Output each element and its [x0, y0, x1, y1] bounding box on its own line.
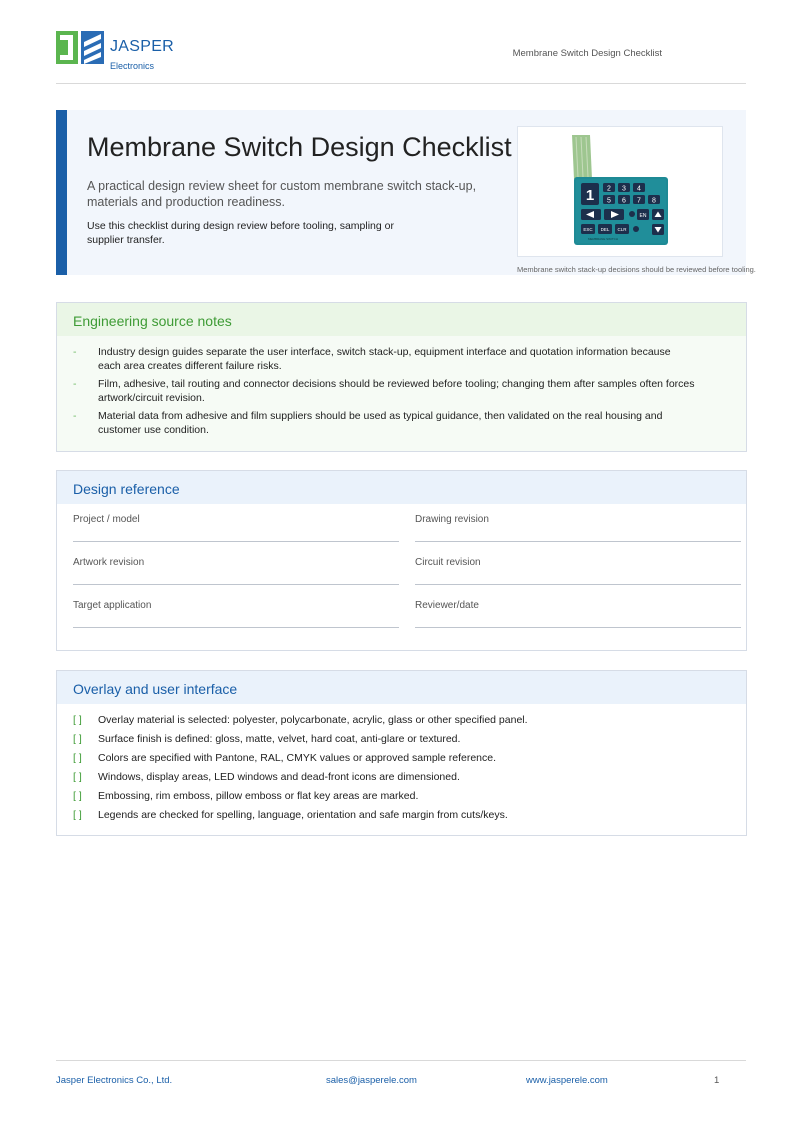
- checklist-item-text: Surface finish is defined: gloss, matte, velvet, hard coat, anti-glare or textured.: [98, 733, 461, 745]
- list-item: [57, 378, 746, 405]
- keypad-key-label: 8: [652, 197, 656, 205]
- field-label: Target application: [73, 600, 152, 611]
- keypad-key-label: 3: [622, 185, 626, 193]
- checklist-item-text: Embossing, rim emboss, pillow emboss or flat key areas are marked.: [98, 790, 419, 802]
- checkbox-icon[interactable]: [ ]: [73, 771, 82, 783]
- page-header: [56, 31, 746, 84]
- checkbox-icon[interactable]: [ ]: [73, 714, 82, 726]
- page-title: Membrane Switch Design Checklist: [87, 132, 512, 162]
- list-item: [57, 346, 746, 373]
- header-document-title: Membrane Switch Design Checklist: [512, 48, 662, 59]
- list-item: [57, 410, 746, 437]
- keypad-legend-strip: MEMBRANE SWITCH: [588, 237, 618, 241]
- keypad-key-label: 7: [637, 197, 641, 205]
- membrane-switch-image: [517, 126, 723, 257]
- page-footer: [56, 1060, 746, 1090]
- overlay-ui-section: [56, 670, 747, 836]
- design-reference-fields: [57, 504, 746, 650]
- section-heading: Overlay and user interface: [57, 671, 746, 704]
- overlay-checklist: [57, 704, 746, 835]
- field-label: Reviewer/date: [415, 600, 479, 611]
- keypad-key-label: ESC: [583, 227, 593, 232]
- section-heading: Engineering source notes: [57, 303, 746, 336]
- brand-subtitle: Electronics: [110, 61, 155, 71]
- checklist-item-text: Windows, display areas, LED windows and dead-front icons are dimensioned.: [98, 771, 460, 783]
- field-label: Artwork revision: [73, 557, 145, 568]
- section-heading: Design reference: [57, 471, 746, 504]
- reviewer-date-field[interactable]: [415, 590, 741, 628]
- checklist-item: [57, 751, 746, 765]
- keypad-key-label: EN: [639, 213, 647, 219]
- checklist-item: [57, 713, 746, 727]
- checklist-item: [57, 770, 746, 784]
- target-application-field[interactable]: [73, 590, 399, 628]
- hero-panel: [56, 110, 756, 275]
- checklist-item-text: Legends are checked for spelling, language, orientation and safe margin from cuts/keys.: [98, 809, 508, 821]
- checklist-item-text: Colors are specified with Pantone, RAL, CMYK values or approved sample reference.: [98, 752, 497, 764]
- bullet-dash-icon: -: [73, 410, 77, 422]
- image-caption: Membrane switch stack-up decisions should be reviewed before tooling.: [517, 265, 756, 274]
- note-text: Industry design guides separate the user interface, switch stack-up, equipment interface and quotation information because each area creates different failure risks.: [98, 346, 671, 372]
- checkbox-icon[interactable]: [ ]: [73, 733, 82, 745]
- checkbox-icon[interactable]: [ ]: [73, 752, 82, 764]
- page-number: 1: [714, 1075, 720, 1086]
- footer-email-link[interactable]: sales@jasperele.com: [326, 1075, 417, 1086]
- drawing-revision-field[interactable]: [415, 504, 741, 542]
- keypad-key-label: 4: [637, 185, 641, 193]
- circuit-revision-field[interactable]: [415, 547, 741, 585]
- checklist-item: [57, 789, 746, 803]
- source-notes-list: [57, 336, 746, 451]
- design-reference-section: [56, 470, 747, 651]
- brand-name: JASPER: [110, 38, 175, 55]
- bullet-dash-icon: -: [73, 346, 77, 358]
- keypad-key-label: 6: [622, 197, 626, 205]
- bullet-dash-icon: -: [73, 378, 77, 390]
- artwork-revision-field[interactable]: [73, 547, 399, 585]
- footer-company: Jasper Electronics Co., Ltd.: [56, 1075, 173, 1086]
- field-label: Circuit revision: [415, 557, 481, 568]
- note-text: Material data from adhesive and film suppliers should be used as typical guidance, then validated on the real housing and customer use condition.: [98, 410, 663, 436]
- note-text: Film, adhesive, tail routing and connector decisions should be reviewed before tooling; changing them after samples often forces artwork/circuit revision.: [98, 378, 695, 404]
- field-label: Project / model: [73, 514, 140, 525]
- hero-subtitle: A practical design review sheet for custom membrane switch stack-up, materials and production readiness.: [87, 179, 477, 209]
- keypad-key-label: CLR: [617, 227, 627, 232]
- jasper-logo-icon: [56, 31, 104, 64]
- hero-usage-note: Use this checklist during design review before tooling, sampling or supplier transfer.: [87, 220, 394, 246]
- keypad-key-label: 1: [585, 187, 595, 204]
- keypad-key-label: 5: [607, 197, 611, 205]
- keypad-key-label: DEL: [600, 227, 610, 232]
- keypad-key-label: 2: [607, 185, 611, 193]
- keypad-illustration: [518, 127, 722, 256]
- checkbox-icon[interactable]: [ ]: [73, 790, 82, 802]
- source-notes-section: [56, 302, 747, 452]
- checklist-item: [57, 732, 746, 746]
- checklist-item: [57, 808, 746, 822]
- checkbox-icon[interactable]: [ ]: [73, 809, 82, 821]
- hero-accent-bar: [56, 110, 67, 275]
- field-label: Drawing revision: [415, 514, 489, 525]
- footer-website-link[interactable]: www.jasperele.com: [526, 1075, 608, 1086]
- project-model-field[interactable]: [73, 504, 399, 542]
- checklist-item-text: Overlay material is selected: polyester, polycarbonate, acrylic, glass or other specified panel.: [98, 714, 528, 726]
